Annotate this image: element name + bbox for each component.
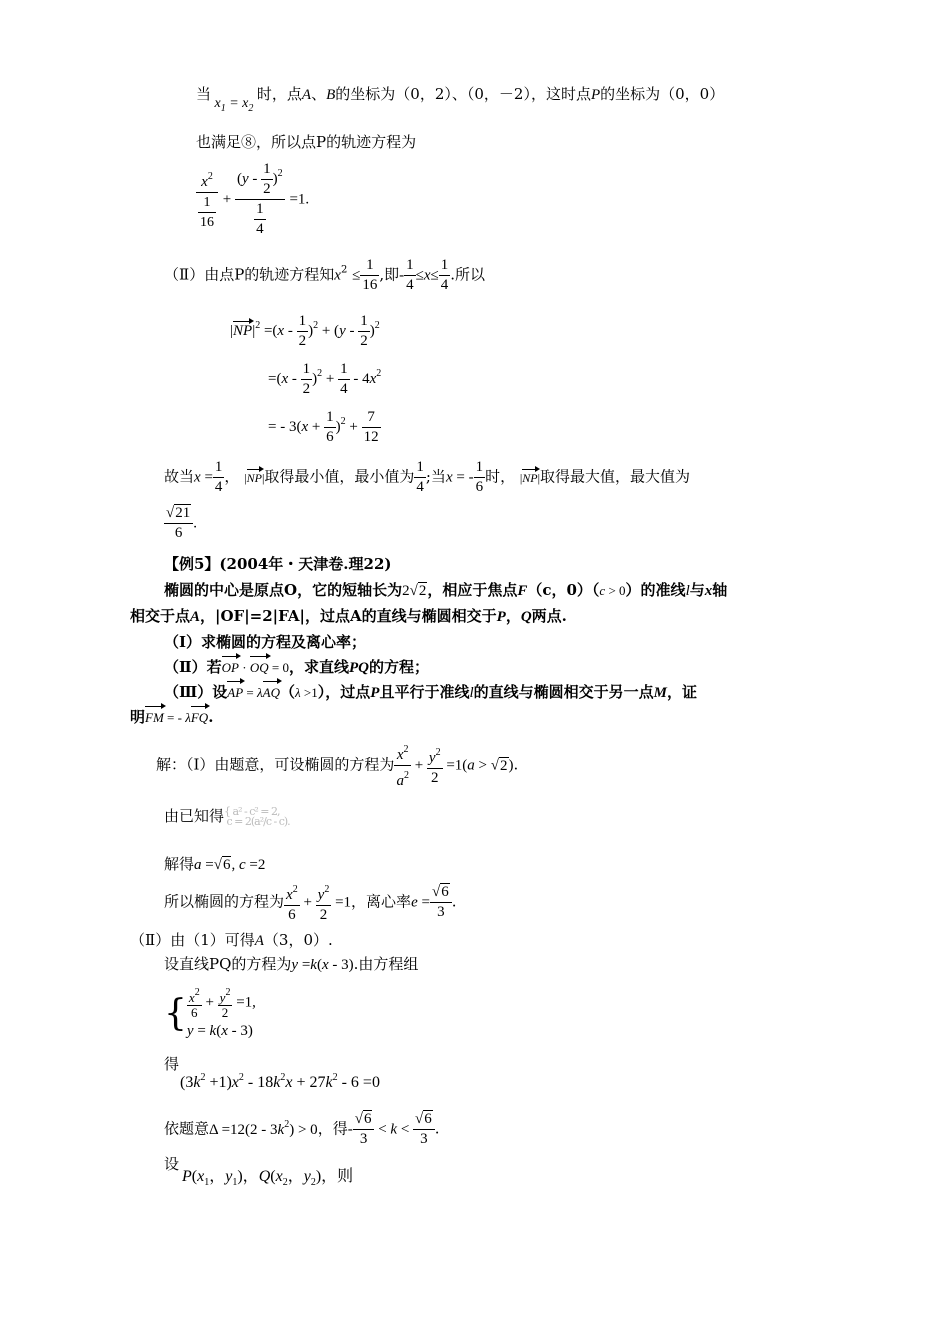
text-line: 当 $x_1 = x_2$ 时，点A、B的坐标为（0，2）、（0，－2），这时点P的坐标为（0，0） bbox=[196, 85, 725, 114]
text-line: 解得a =√6, c =2 bbox=[164, 855, 266, 873]
text-line: （Ⅱ）若OP · OQ = 0，求直线PQ的方程； bbox=[164, 658, 429, 676]
equation: $\frac{√21}{6}$ . bbox=[166, 505, 197, 541]
equation: $(3k^2 +1)x^2 - 18k^2x + 27k^2 - 6 =0$ bbox=[180, 1072, 380, 1091]
text-line: 解：（Ⅰ）由题意，可设椭圆的方程为 $\frac{x^2}{a^2}$ + $\frac{y^2}{2}$ =1(a > √2). bbox=[156, 740, 518, 791]
equation-system: { $\frac{x^2}{6}$ + $\frac{y^2}{2}$ =1, y = k(x - 3) bbox=[164, 987, 256, 1039]
text-line: 依题意$\Delta =12(2 - 3k^2) > 0$，得- $\frac{√6}{3}$ < k < $\frac{√6}{3}$ . bbox=[164, 1111, 440, 1147]
equation: $|NP|^2 =(x$ - $\frac{1}{2}$ )$^2$ + (y - $\frac{1}{2}$ )$^2$ bbox=[230, 313, 380, 349]
text-line: 设直线PQ的方程为y =k(x - 3).由方程组 bbox=[164, 955, 419, 973]
text-line: 明FM = - λFQ. bbox=[130, 708, 214, 726]
equation: =(x - $\frac{1}{2}$ )$^2$ + $\frac{1}{4}$ - $4x^2$ bbox=[268, 361, 382, 397]
text-line: （Ⅱ）由（1）可得A（3，0）. bbox=[130, 931, 333, 949]
text-line: 也满足⑧，所以点P的轨迹方程为 bbox=[196, 133, 417, 151]
text-line: 相交于点A，|OF|=2|FA|，过点A的直线与椭圆相交于P，Q两点. bbox=[130, 607, 567, 625]
text-line: 得 bbox=[164, 1055, 180, 1073]
text-line: 由已知得{ a² - c² = 2, c = 2(a²/c - c). bbox=[164, 805, 290, 828]
equation: $\frac{x^2}{\frac{1}{16}}$ + (y - $\frac{1}{2}$ )$^2$ $\frac{1}{4}$ =1. bbox=[196, 160, 309, 239]
example-title: 【例5】(2004年・天津卷.理22) bbox=[164, 555, 392, 573]
text-line: （Ⅲ）设AP = λAQ（λ >1），过点P且平行于准线l的直线与椭圆相交于另一点M，证 bbox=[164, 683, 698, 701]
text-line: 所以椭圆的方程为 $\frac{x^2}{6}$ + $\frac{y^2}{2}$ =1，离心率e = $\frac{√6}{3}$ . bbox=[164, 880, 456, 925]
equation: $P(x_1$，$y_1$)，$Q(x_2$，$y_2$)，则 bbox=[182, 1166, 354, 1188]
text-line: 故当x = $\frac{1}{4}$ ， |NP|取得最小值，最小值为 $\frac{1}{4}$ ;当x = - $\frac{1}{6}$ 时， |NP|取得最大值，最大值为 bbox=[164, 459, 691, 495]
text-line: 设 bbox=[164, 1155, 180, 1173]
text-line: （Ⅱ）由点P的轨迹方程知$x^2$ ≤ $\frac{1}{16}$ ,即- $\frac{1}{4}$ ≤x≤ $\frac{1}{4}$ .所以 bbox=[164, 257, 486, 293]
text-line: 椭圆的中心是原点O，它的短轴长为2√2，相应于焦点F（c，0）（c > 0）的准线l与x轴 bbox=[164, 581, 728, 599]
equation: = - 3(x + $\frac{1}{6}$ )$^2$ + $\frac{7}{12}$ bbox=[268, 409, 379, 445]
text-line: （Ⅰ）求椭圆的方程及离心率； bbox=[164, 633, 367, 651]
